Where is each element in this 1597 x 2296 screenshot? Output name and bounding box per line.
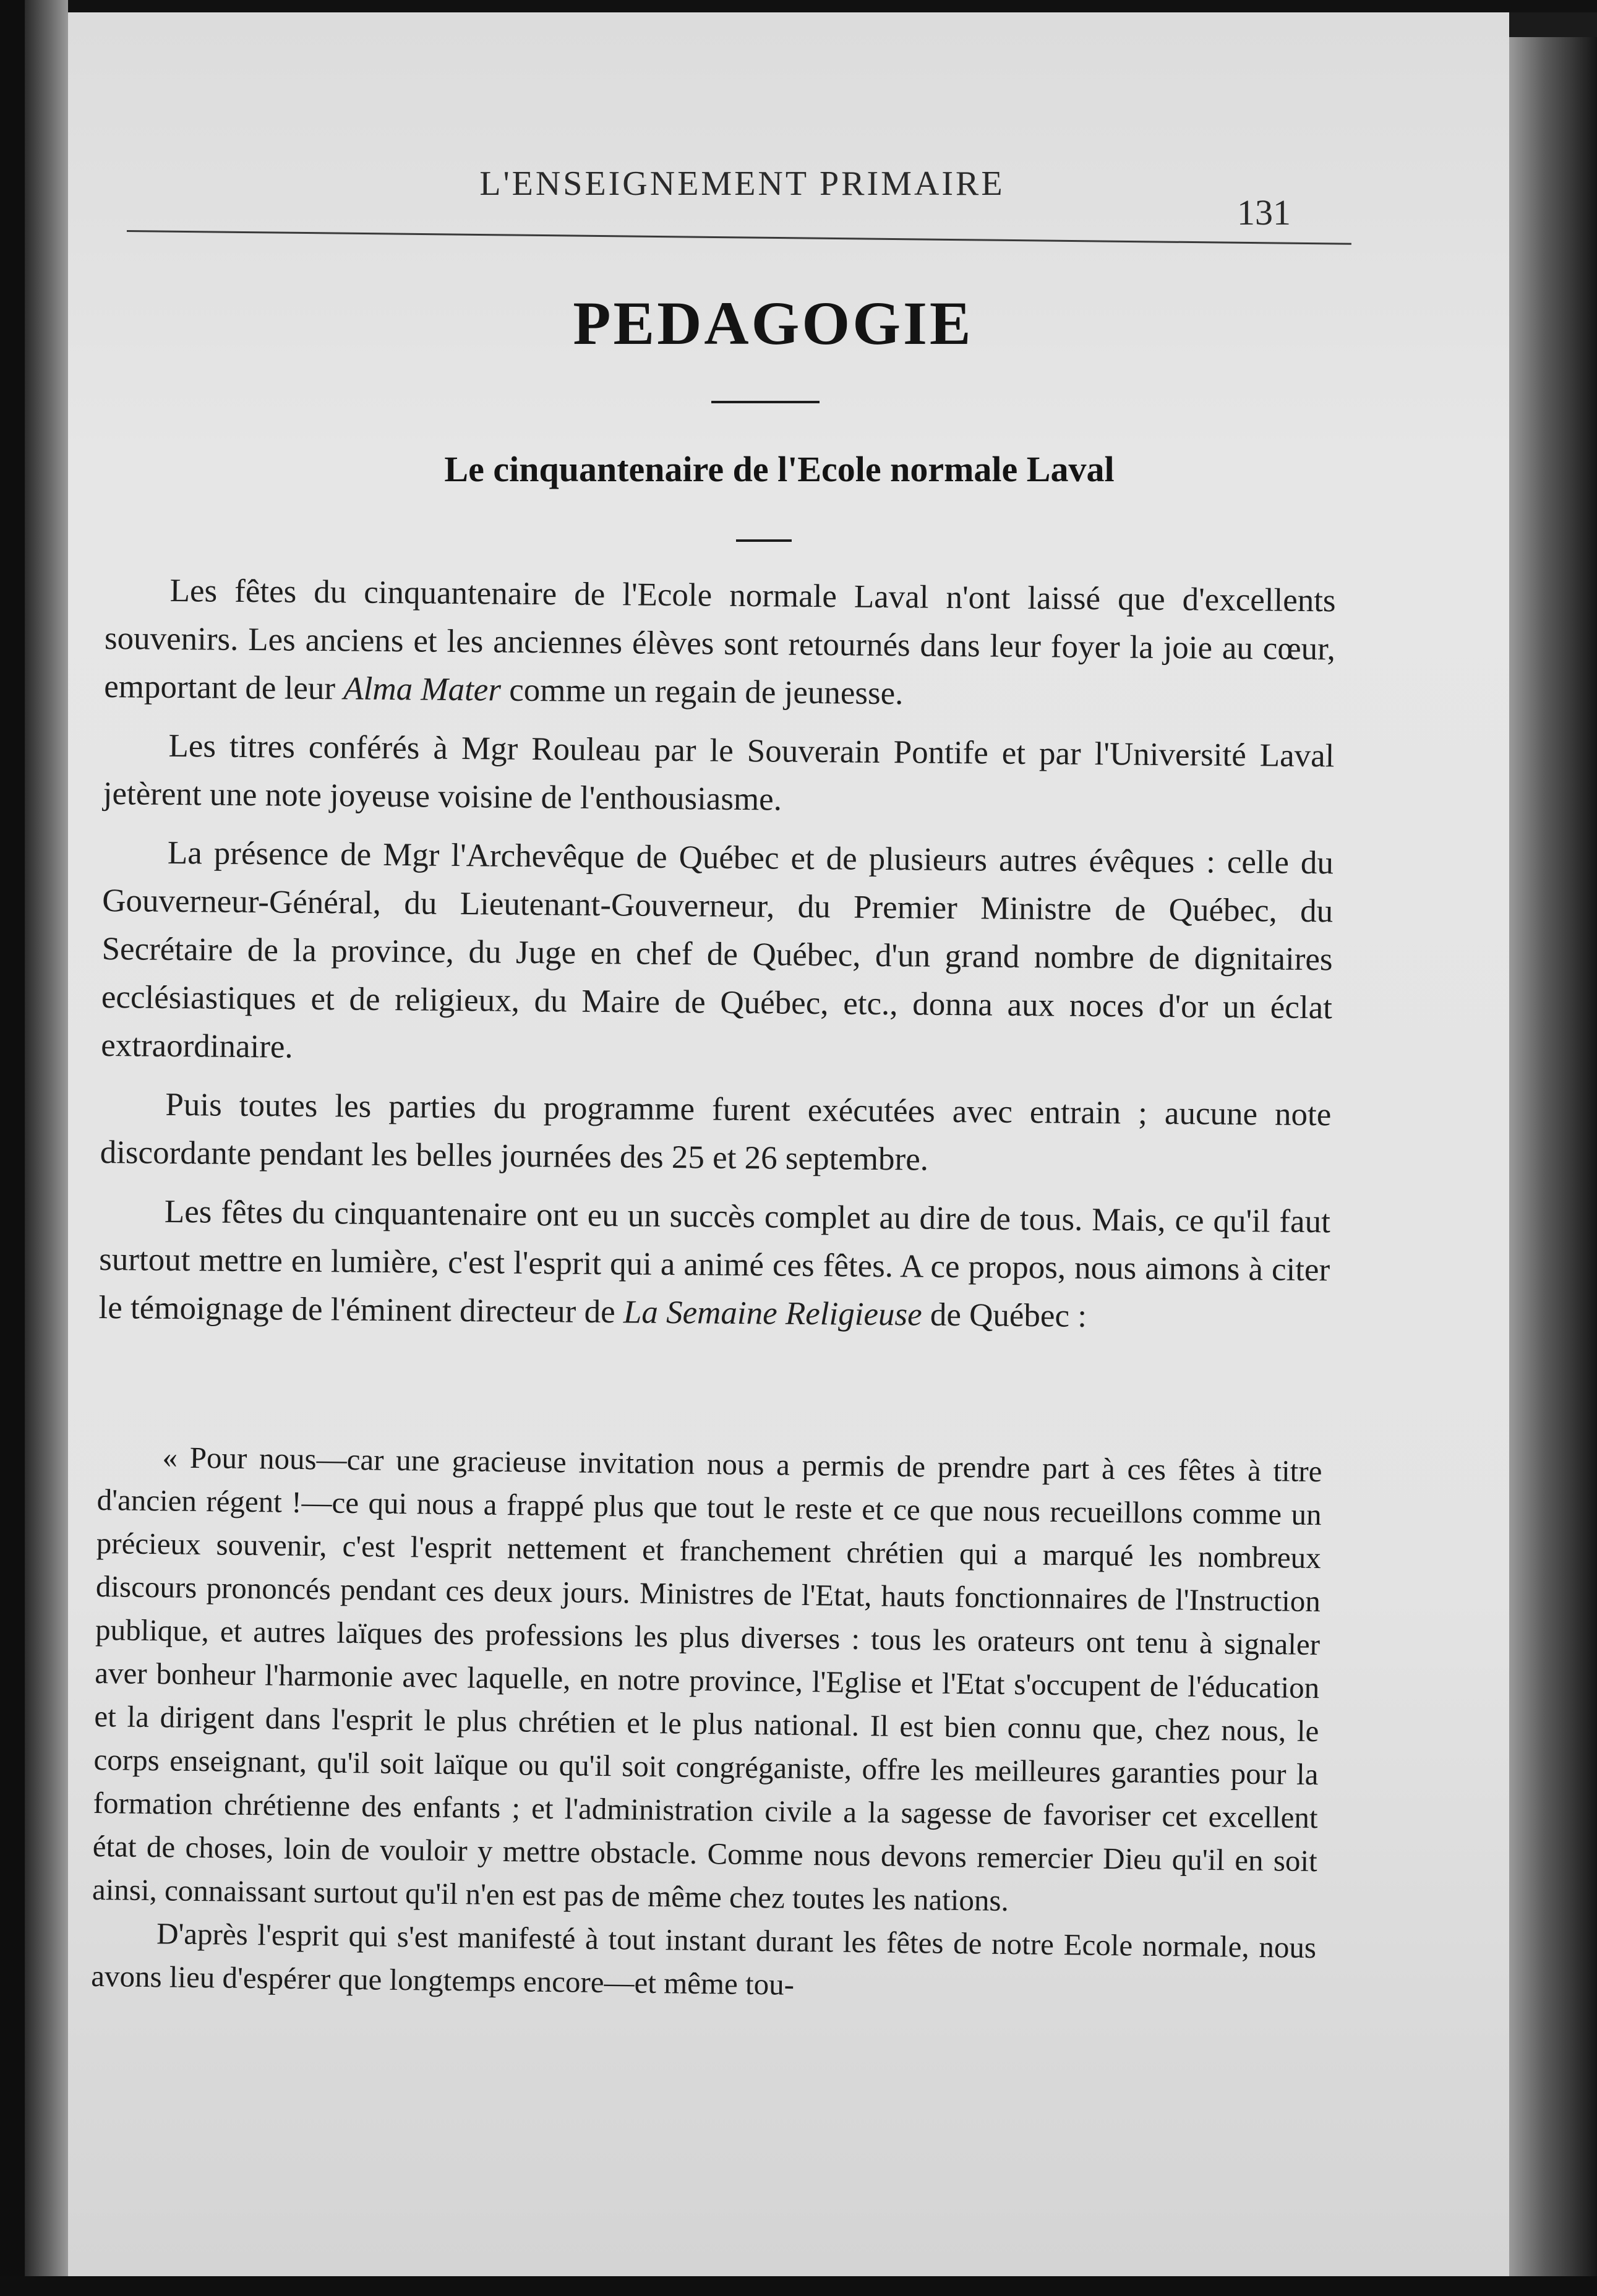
paragraph-4: Puis toutes les parties du programme furent exécutées avec entrain ; aucune note discordante pendant les belles journées des 25 et 26 septembre. xyxy=(100,1086,1332,1178)
quotation-paragraph: « Pour nous—car une gracieuse invitation nous a permis de prendre part à ces fêtes à titre d'ancien régent !—ce qui nous a frappé plus que tout le reste et ce que nous recueillons comme un précieux souvenir, c'est l'esprit nettement et franchement chrétien qui a marqué les nombreux discours prononcés pendant ces deux jours. Ministres de l'Etat, hauts fonctionnaires de l'Instruction publique, et autres laïques des professions les plus diverses : tous les orateurs ont tenu à signaler aver bonheur l'harmonie avec laquelle, en notre province, l'Eglise et l'Etat s'occupent de l'éducation et la dirigent dans l'esprit le plus chrétien et le plus national. Il est bien connu que, chez nous, le corps enseignant, qu'il soit laïque ou qu'il soit congréganiste, offre les meilleures garanties pour la formation chrétienne des enfants ; et l'administration civile a la sagesse de favoriser cet excellent état de choses, loin de vouloir y mettre obstacle. Comme nous devons remercier Dieu qu'il en soit ainsi, connaissant surtout qu'il n'en est pas de même chez toutes les nations. xyxy=(92,1440,1322,1918)
scan-border-top xyxy=(0,0,1597,12)
article-title: Le cinquantenaire de l'Ecole normale Laval xyxy=(444,449,1115,489)
running-head: L'ENSEIGNEMENT PRIMAIRE xyxy=(479,165,1005,203)
paragraph-1: Les fêtes du cinquantenaire de l'Ecole normale Laval n'ont laissé que d'excellents souvenirs. Les anciens et les anciennes élèves sont retournés dans leur foyer la joie au cœur, emportant de leur Alma Mater comme un regain de jeunesse. xyxy=(104,572,1336,712)
title-divider xyxy=(711,401,820,403)
section-title: PEDAGOGIE xyxy=(573,289,974,358)
page-number: 131 xyxy=(1237,192,1291,233)
article-body xyxy=(98,566,1336,1353)
scan-border-bottom xyxy=(0,2276,1597,2296)
paragraph-5: Les fêtes du cinquantenaire ont eu un succès complet au dire de tous. Mais, ce qu'il faut surtout mettre en lumière, c'est l'esprit qui a animé ces fêtes. A ce propos, nous aimons à citer le témoignage de l'éminent directeur de La Semaine Religieuse de Québec : xyxy=(98,1193,1331,1334)
italic-alma-mater: Alma Mater xyxy=(343,670,502,708)
subtitle-divider xyxy=(736,539,792,542)
paragraph-3: La présence de Mgr l'Archevêque de Québec et de plusieurs autres évêques : celle du Gouverneur-Général, du Lieutenant-Gouverneur, du Premier Ministre de Québec, du Secrétaire de la province, du Juge en chef de Québec, d'un grand nombre de dignitaires ecclésiastiques et de religieux, du Maire de Québec, etc., donna aux noces d'or un éclat extraordinaire. xyxy=(100,834,1334,1065)
scan-border-left xyxy=(0,0,25,2296)
quotation-block xyxy=(91,1435,1322,2013)
closing-paragraph: D'après l'esprit qui s'est manifesté à tout instant durant les fêtes de notre Ecole normale, nous avons lieu d'espérer que longtemps encore—et même tou- xyxy=(90,1916,1317,2002)
italic-semaine-religieuse: La Semaine Religieuse xyxy=(623,1294,922,1333)
book-edge-right xyxy=(1509,37,1597,2289)
book-page xyxy=(68,12,1509,2276)
paragraph-2: Les titres conférés à Mgr Rouleau par le Souverain Pontife et par l'Université Laval jetèrent une note joyeuse voisine de l'enthousiasme. xyxy=(103,727,1335,818)
book-gutter-left xyxy=(25,0,68,2296)
header-rule xyxy=(127,230,1351,245)
